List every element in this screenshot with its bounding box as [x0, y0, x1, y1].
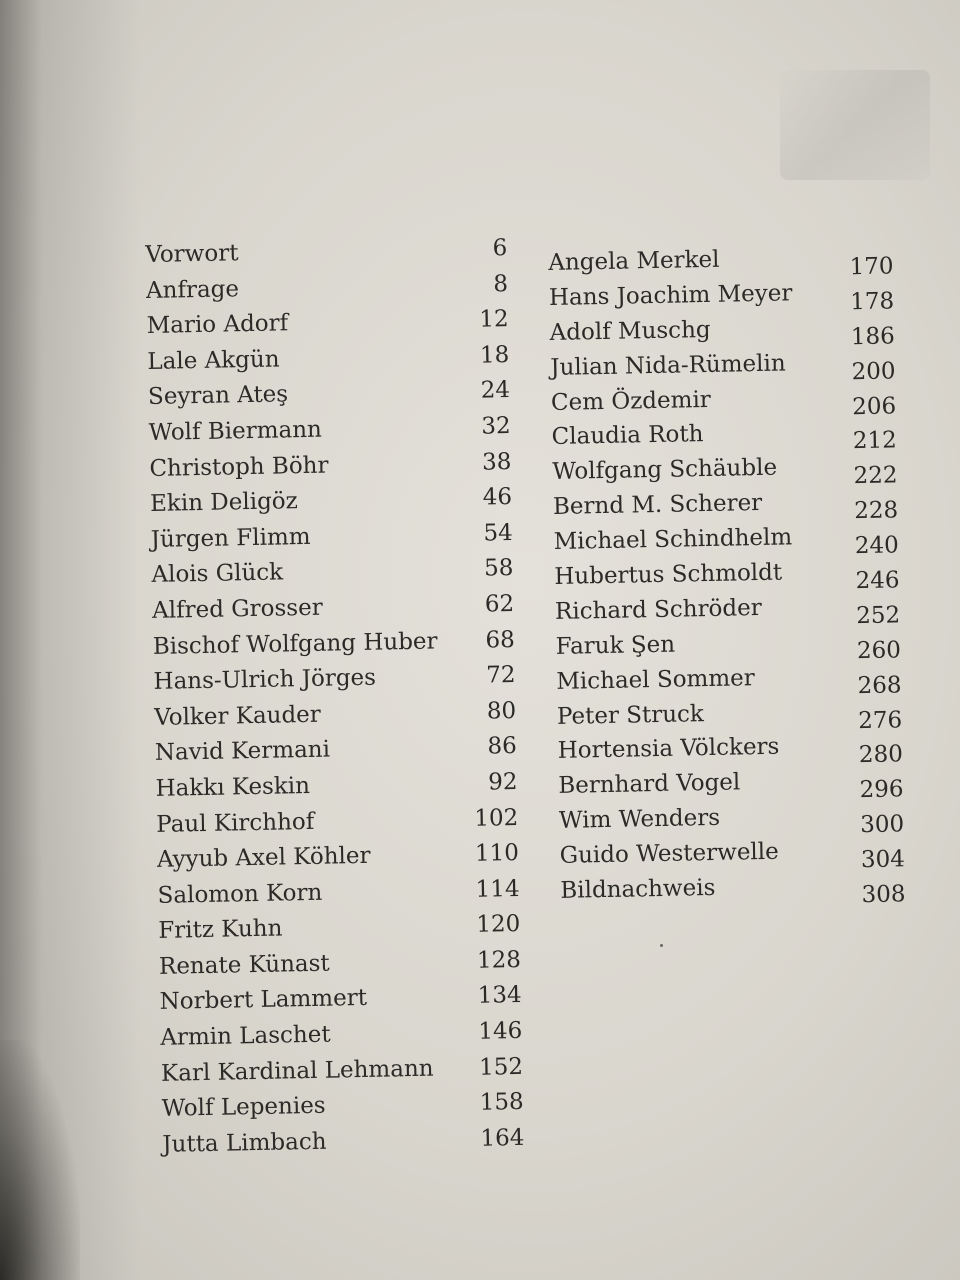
toc-entry-title: Ayyub Axel Köhler: [156, 842, 371, 873]
toc-entry-page-number: 110: [474, 840, 520, 867]
toc-entry-page-number: 62: [484, 590, 515, 618]
toc-entry-title: Wolf Biermann: [148, 416, 323, 446]
toc-entry-page-number: 120: [476, 911, 521, 939]
toc-entry-title: Volker Kauder: [153, 701, 322, 731]
toc-entry-page-number: 102: [474, 804, 519, 832]
toc-entry-title: Richard Schröder: [554, 594, 762, 625]
toc-column-left: [145, 231, 525, 1163]
toc-entry-title: Norbert Lammert: [159, 985, 368, 1016]
toc-entry-page-number: 38: [481, 448, 512, 476]
toc-entry-page-number: 46: [482, 484, 513, 511]
toc-entry-title: Bildnachweis: [560, 874, 716, 904]
toc-entry-title: Salomon Korn: [157, 879, 323, 909]
toc-entry-title: Wolf Lepenies: [161, 1092, 326, 1123]
toc-entry-page-number: 260: [856, 637, 902, 664]
toc-entry-title: Wolfgang Schäuble: [552, 454, 778, 486]
toc-entry-title: Renate Künast: [158, 950, 330, 980]
toc-entry-title: Bernhard Vogel: [558, 769, 741, 800]
toc-entry-title: Alfred Grosser: [151, 594, 323, 624]
toc-entry: [162, 1121, 525, 1164]
toc-entry-page-number: 276: [858, 706, 903, 734]
toc-entry-page-number: 296: [859, 776, 904, 804]
toc-entry-page-number: 92: [487, 768, 518, 796]
toc-entry-title: Bernd M. Scherer: [552, 490, 763, 521]
toc-entry-title: Fritz Kuhn: [158, 915, 283, 945]
toc-entry-title: Julian Nida-Rümelin: [550, 350, 786, 381]
toc-entry-page-number: 128: [476, 946, 522, 974]
toc-entry-title: Vorwort: [145, 240, 239, 268]
toc-entry-title: Ekin Deligöz: [149, 488, 299, 518]
toc-entry-title: Angela Merkel: [548, 246, 720, 276]
toc-entry-title: Lale Akgün: [147, 346, 280, 375]
toc-entry-title: Navid Kermani: [154, 736, 331, 767]
toc-entry-title: Karl Kardinal Lehmann: [160, 1055, 434, 1087]
toc-entry-page-number: 164: [480, 1124, 525, 1152]
toc-entry-title: Wim Wenders: [558, 805, 721, 835]
toc-entry-page-number: 54: [483, 519, 513, 547]
toc-entry-title: Bischof Wolfgang Huber: [152, 627, 438, 660]
toc-entry-page-number: 228: [853, 497, 899, 525]
toc-entry-page-number: 170: [849, 253, 894, 281]
toc-entry-title: Claudia Roth: [551, 421, 704, 451]
toc-entry-page-number: 58: [483, 555, 514, 582]
toc-entry-title: Anfrage: [145, 275, 240, 304]
toc-entry-title: Peter Struck: [556, 700, 705, 730]
toc-entry-page-number: 6: [492, 235, 508, 262]
toc-entry-page-number: 146: [478, 1017, 523, 1045]
toc-entry-page-number: 178: [849, 288, 895, 316]
toc-entry-title: Hortensia Völckers: [557, 734, 780, 765]
toc-entry-page-number: 246: [855, 567, 900, 595]
toc-entry-title: Jürgen Flimm: [150, 523, 311, 553]
toc-entry-title: Michael Sommer: [556, 664, 755, 695]
toc-entry-page-number: 212: [852, 427, 898, 455]
toc-entry-title: Alois Glück: [151, 559, 284, 589]
toc-entry-page-number: 252: [856, 602, 901, 630]
toc-column-right: [548, 239, 906, 908]
toc-entry-page-number: 308: [861, 881, 906, 909]
toc-entry-page-number: 268: [857, 671, 902, 699]
toc-entry-title: Adolf Muschg: [549, 316, 711, 346]
toc-entry-page-number: 280: [858, 741, 904, 769]
toc-entry-page-number: 222: [853, 462, 898, 490]
toc-entry-page-number: 240: [854, 532, 900, 560]
toc-entry-page-number: 68: [485, 626, 516, 654]
toc-entry-title: Michael Schindhelm: [553, 524, 793, 556]
toc-entry-title: Seyran Ateş: [147, 381, 289, 411]
toc-entry-page-number: 158: [479, 1089, 524, 1116]
toc-entry-page-number: 186: [850, 323, 896, 350]
toc-entry-title: Paul Kirchhof: [156, 808, 315, 838]
toc-entry-page-number: 114: [475, 875, 520, 903]
toc-entry-page-number: 86: [487, 733, 518, 760]
toc-entry-page-number: 72: [485, 662, 516, 689]
toc-entry-page-number: 80: [486, 697, 517, 725]
toc-entry-title: Jutta Limbach: [162, 1128, 327, 1158]
toc-entry-title: Hans Joachim Meyer: [548, 280, 793, 311]
toc-entry-page-number: 12: [479, 306, 509, 333]
toc-entry-title: Hubertus Schmoldt: [554, 559, 783, 590]
toc-entry-page-number: 304: [860, 846, 906, 874]
toc-entry-page-number: 32: [481, 412, 511, 440]
toc-entry-page-number: 18: [479, 341, 510, 369]
toc-entry-page-number: 24: [480, 377, 511, 404]
toc-entry-title: Hakkı Keskin: [155, 772, 311, 802]
toc-entry-title: Mario Adorf: [146, 310, 289, 340]
toc-entry-title: Armin Laschet: [160, 1021, 331, 1051]
toc-entry-page-number: 8: [493, 270, 509, 297]
corner-shadow: [0, 1040, 80, 1280]
toc-entry-page-number: 134: [477, 982, 522, 1010]
toc-entry-title: Faruk Şen: [555, 631, 676, 660]
toc-entry-page-number: 206: [851, 392, 897, 420]
toc-entry-page-number: 200: [851, 358, 896, 385]
toc-entry-title: Cem Özdemir: [550, 386, 712, 416]
toc-entry-page-number: 300: [860, 811, 905, 839]
toc-entry-page-number: 152: [478, 1053, 524, 1081]
toc-entry: [560, 867, 906, 909]
paper-speck: [660, 944, 663, 947]
toc-entry-title: Hans-Ulrich Jörges: [153, 664, 377, 696]
show-through-mark: [780, 70, 930, 180]
toc-entry-title: Guido Westerwelle: [559, 838, 780, 870]
toc-entry-title: Christoph Böhr: [149, 452, 329, 482]
